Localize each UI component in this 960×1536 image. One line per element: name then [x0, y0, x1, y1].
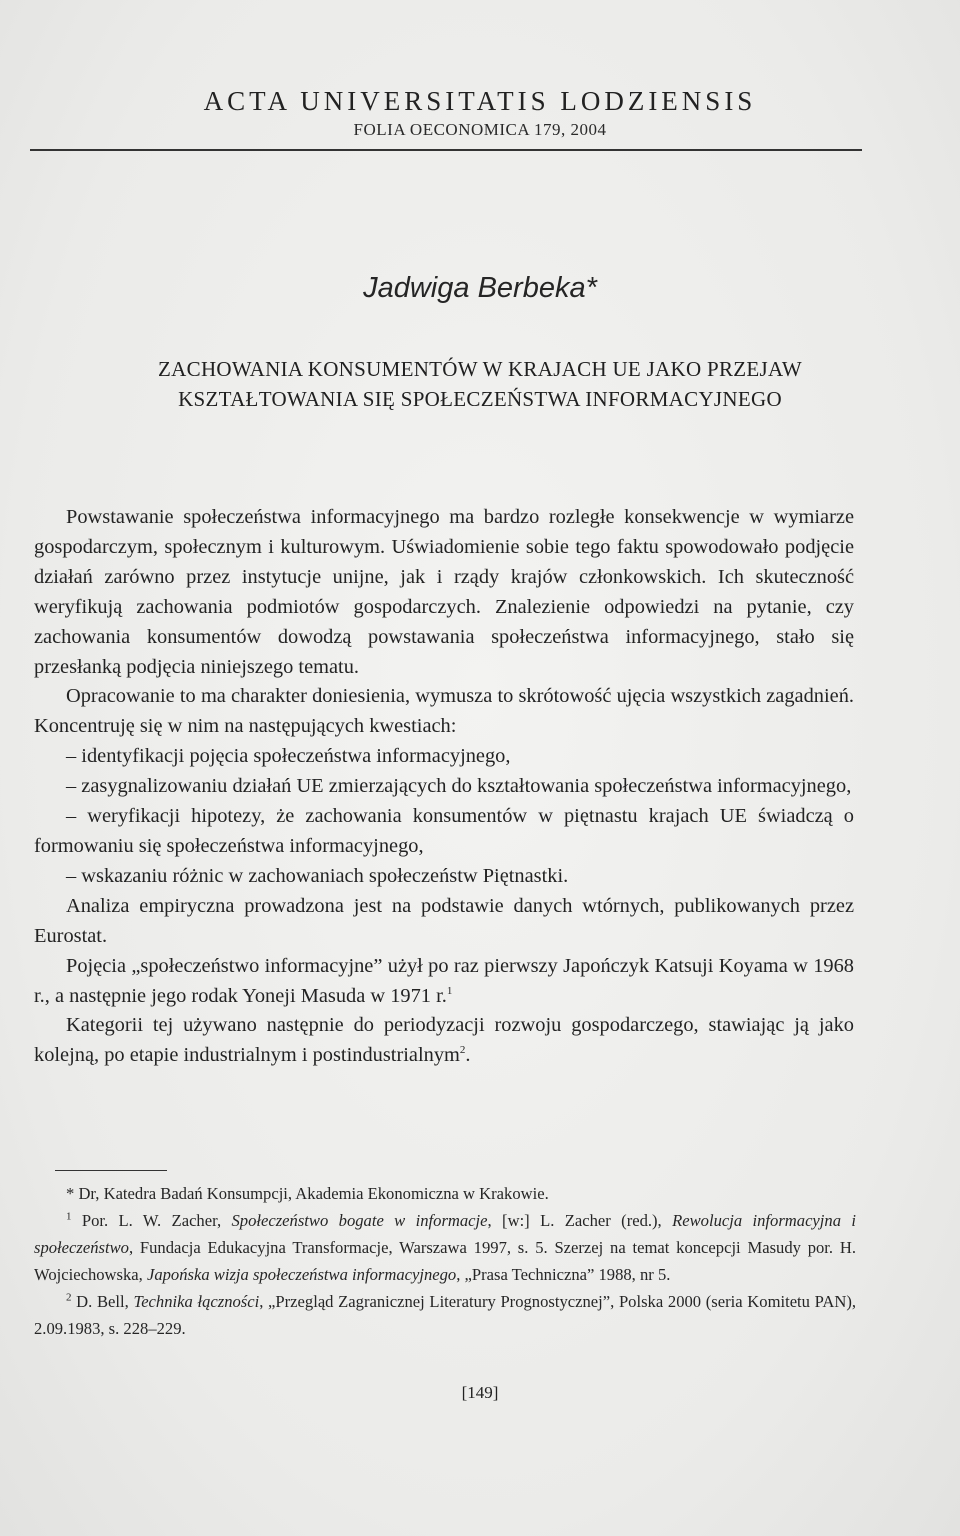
- footnote-text: , [w:] L. Zacher (red.),: [487, 1211, 673, 1230]
- footnote-text: , „Prasa Techniczna” 1988, nr 5.: [456, 1265, 671, 1284]
- body-paragraph: [34, 952, 854, 1012]
- paragraph-text: Pojęcia „społeczeństwo informacyjne” użył po raz pierwszy Japończyk Katsuji Koyama w 1968 r., a następnie jego rodak Yoneji Masuda w 1971 r.: [34, 954, 854, 1007]
- body-paragraph: [34, 1011, 854, 1071]
- list-item: – identyfikacji pojęcia społeczeństwa informacyjnego,: [66, 745, 511, 768]
- body-paragraph: Powstawanie społeczeństwa informacyjnego ma bardzo rozległe konsekwencje w wymiarze gospodarczym, społecznym i kulturowym. Uświadomienie sobie tego faktu spowodowało podjęcie działań zarówno przez instytucje unijne, jak i rządy krajów członkowskich. Ich skuteczność weryfikują zachowania podmiotów gospodarczych. Znalezienie odpowiedzi na pytanie, czy zachowania konsumentów dowodzą powstawania społeczeństwa informacyjnego, stało się przesłanką podjęcia niniejszego tematu.: [34, 506, 854, 678]
- footnote-rule: [55, 1170, 167, 1171]
- article-author: Jadwiga Berbeka*: [363, 272, 597, 304]
- article-title: [0, 354, 960, 414]
- body-paragraph: Analiza empiryczna prowadzona jest na podstawie danych wtórnych, publikowanych przez Eurostat.: [34, 894, 854, 947]
- footnotes: [34, 1180, 856, 1342]
- footnote-text: , Fundacja Edukacyjna Transformacje, Warszawa 1997, s. 5. Szerzej na temat koncepcji Masudy por. H. Wojciechowska,: [34, 1238, 856, 1284]
- article-title-line: KSZTAŁTOWANIA SIĘ SPOŁECZEŃSTWA INFORMACYJNEGO: [178, 387, 782, 411]
- page-number: [149]: [461, 1383, 499, 1402]
- footnote-author: * Dr, Katedra Badań Konsumpcji, Akademia Ekonomiczna w Krakowie.: [66, 1184, 549, 1203]
- footnote-mark: 1: [66, 1210, 72, 1223]
- header-rule: [30, 149, 862, 151]
- footnote-title: Rewolucja informacyjna i społeczeństwo: [34, 1211, 856, 1257]
- footnote-text: D. Bell,: [71, 1292, 134, 1311]
- journal-series: FOLIA OECONOMICA 179, 2004: [353, 120, 607, 139]
- footnote-text: , „Przegląd Zagranicznej Literatury Prognostycznej”, Polska 2000 (seria Komitetu PAN), 2.09.1983, s. 228–229.: [34, 1292, 856, 1338]
- body-paragraph: Opracowanie to ma charakter doniesienia, wymusza to skrótowość ujęcia wszystkich zagadnień. Koncentruję się w nim na następujących kwestiach:: [34, 685, 854, 738]
- footnote-2: [34, 1288, 856, 1342]
- list-item: – weryfikacji hipotezy, że zachowania konsumentów w piętnastu krajach UE świadczą o formowaniu się społeczeństwa informacyjnego,: [34, 805, 854, 857]
- footnote-ref[interactable]: 2: [459, 1044, 466, 1057]
- paragraph-text: .: [465, 1044, 471, 1067]
- footnote-mark: 2: [66, 1291, 72, 1304]
- list-item: – wskazaniu różnic w zachowaniach społeczeństw Piętnastki.: [66, 864, 569, 887]
- article-body: [34, 503, 854, 1071]
- journal-title: ACTA UNIVERSITATIS LODZIENSIS: [203, 86, 757, 116]
- footnote-text: Por. L. W. Zacher,: [71, 1211, 232, 1230]
- footnote-title: Społeczeństwo bogate w informacje: [231, 1211, 488, 1230]
- footnote-title: Japońska wizja społeczeństwa informacyjnego: [146, 1265, 457, 1284]
- footnote-title: Technika łączności: [133, 1292, 260, 1311]
- footnote-ref[interactable]: 1: [446, 984, 453, 997]
- list-item: – zasygnalizowaniu działań UE zmierzających do kształtowania społeczeństwa informacyjnego,: [66, 775, 852, 798]
- article-title-line: ZACHOWANIA KONSUMENTÓW W KRAJACH UE JAKO PRZEJAW: [158, 357, 802, 381]
- paragraph-text: Kategorii tej używano następnie do periodyzacji rozwoju gospodarczego, stawiając ją jako kolejną, po etapie industrialnym i postindustrialnym: [34, 1014, 854, 1067]
- footnote-1: [34, 1207, 856, 1288]
